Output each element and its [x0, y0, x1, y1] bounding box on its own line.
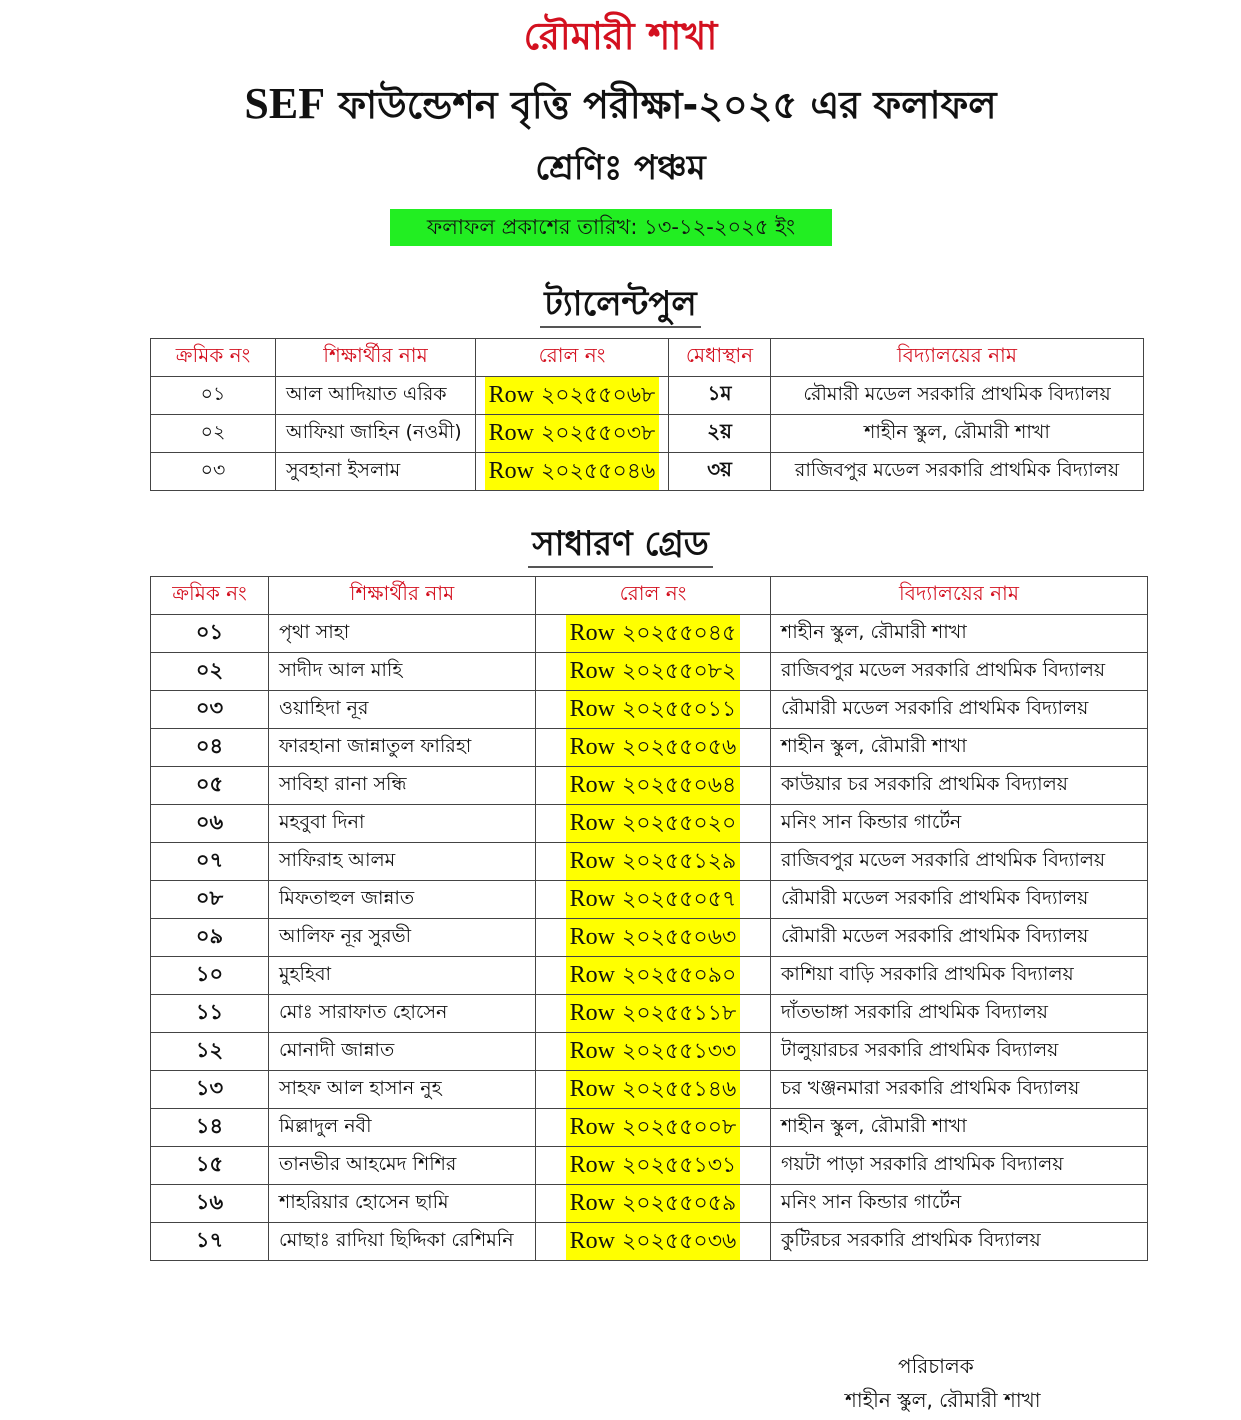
serial-cell: ০১ — [151, 377, 276, 415]
student-name-cell: মিফতাহুল জান্নাত — [269, 881, 536, 919]
school-cell: শাহীন স্কুল, রৌমারী শাখা — [771, 615, 1148, 653]
serial-cell: ০৫ — [151, 767, 269, 805]
general-row — [151, 957, 1148, 995]
school-cell: কাশিয়া বাড়ি সরকারি প্রাথমিক বিদ্যালয় — [771, 957, 1148, 995]
general-row — [151, 919, 1148, 957]
roll-prefix: Row — [569, 924, 615, 950]
roll-highlight — [566, 653, 741, 690]
merit-position: ২য় — [707, 419, 732, 443]
roll-number: ২০২৫৫১৪৬ — [622, 1077, 737, 1102]
school-cell: মনিং সান কিন্ডার গার্টেন — [771, 805, 1148, 843]
serial-cell: ০৩ — [151, 453, 276, 491]
student-name-cell: সাবিহা রানা সন্ধি — [269, 767, 536, 805]
general-heading-wrap — [0, 522, 1241, 568]
roll-prefix: Row — [569, 1152, 615, 1178]
roll-prefix: Row — [569, 772, 615, 798]
col-merit: মেধাস্থান — [669, 339, 771, 377]
talentpool-table — [150, 338, 1144, 491]
serial-cell: ০২ — [151, 415, 276, 453]
roll-prefix: Row — [569, 886, 615, 912]
serial-cell: ১৪ — [151, 1109, 269, 1147]
roll-prefix: Row — [569, 1190, 615, 1216]
roll-cell — [536, 957, 771, 995]
talentpool-row — [151, 377, 1144, 415]
roll-highlight — [566, 767, 741, 804]
roll-cell — [536, 1109, 771, 1147]
general-row — [151, 1185, 1148, 1223]
roll-number: ২০২৫৫১১৮ — [622, 1001, 737, 1026]
roll-highlight — [485, 453, 660, 490]
roll-number: ২০২৫৫১৩১ — [622, 1153, 737, 1178]
roll-cell — [536, 881, 771, 919]
general-row — [151, 995, 1148, 1033]
student-name-cell: তানভীর আহমেদ শিশির — [269, 1147, 536, 1185]
school-cell: রৌমারী মডেল সরকারি প্রাথমিক বিদ্যালয় — [771, 377, 1144, 415]
roll-prefix: Row — [488, 382, 534, 408]
talentpool-heading: ট্যালেন্টপুল — [540, 282, 700, 328]
general-row — [151, 1109, 1148, 1147]
roll-cell — [536, 1223, 771, 1261]
roll-prefix: Row — [569, 962, 615, 988]
roll-highlight — [566, 957, 741, 994]
roll-number: ২০২৫৫০৬৪ — [621, 773, 737, 798]
school-cell: রৌমারী মডেল সরকারি প্রাথমিক বিদ্যালয় — [771, 881, 1148, 919]
roll-highlight — [566, 1223, 741, 1260]
general-row — [151, 691, 1148, 729]
school-cell: মনিং সান কিন্ডার গার্টেন — [771, 1185, 1148, 1223]
serial-cell: ০৬ — [151, 805, 269, 843]
roll-number: ২০২৫৫০৩৮ — [540, 421, 656, 446]
roll-number: ২০২৫৫০৩৬ — [621, 1229, 737, 1254]
col-student-name: শিক্ষার্থীর নাম — [269, 577, 536, 615]
general-row — [151, 805, 1148, 843]
roll-highlight — [566, 1147, 741, 1184]
merit-cell — [669, 377, 771, 415]
roll-number: ২০২৫৫০২০ — [621, 811, 737, 836]
student-name-cell: আফিয়া জাহিন (নওমী) — [276, 415, 476, 453]
roll-prefix: Row — [488, 420, 534, 446]
student-name-cell: মোঃ সারাফাত হোসেন — [269, 995, 536, 1033]
serial-cell: ০৮ — [151, 881, 269, 919]
serial-cell: ১৭ — [151, 1223, 269, 1261]
roll-cell — [536, 1033, 771, 1071]
roll-number: ২০২৫৫০৬৮ — [540, 383, 656, 408]
merit-position: ১ম — [707, 381, 732, 405]
general-row — [151, 881, 1148, 919]
col-school: বিদ্যালয়ের নাম — [771, 577, 1148, 615]
general-row — [151, 615, 1148, 653]
roll-highlight — [566, 691, 741, 728]
roll-prefix: Row — [569, 620, 615, 646]
student-name-cell: আলিফ নূর সুরভী — [269, 919, 536, 957]
title-rest: ফাউন্ডেশন বৃত্তি পরীক্ষা-২০২৫ এর ফলাফল — [338, 83, 997, 127]
roll-highlight — [566, 1071, 741, 1108]
serial-cell: ১১ — [151, 995, 269, 1033]
student-name-cell: সুবহানা ইসলাম — [276, 453, 476, 491]
roll-cell — [536, 653, 771, 691]
col-roll: রোল নং — [536, 577, 771, 615]
school-cell: কুটিরচর সরকারি প্রাথমিক বিদ্যালয় — [771, 1223, 1148, 1261]
roll-number: ২০২৫৫০৯০ — [621, 963, 737, 988]
roll-prefix: Row — [569, 696, 615, 722]
student-name-cell: সাদীদ আল মাহি — [269, 653, 536, 691]
talentpool-heading-wrap — [0, 282, 1241, 328]
signatory-role: পরিচালক — [898, 1354, 974, 1378]
school-cell: রৌমারী মডেল সরকারি প্রাথমিক বিদ্যালয় — [771, 919, 1148, 957]
roll-highlight — [566, 843, 741, 880]
roll-number: ২০২৫৫০৫৯ — [622, 1191, 737, 1216]
publish-date-banner: ফলাফল প্রকাশের তারিখ: ১৩-১২-২০২৫ ইং — [390, 209, 832, 246]
col-roll: রোল নং — [476, 339, 669, 377]
roll-prefix: Row — [569, 848, 615, 874]
talentpool-header-row — [151, 339, 1144, 377]
school-cell: রাজিবপুর মডেল সরকারি প্রাথমিক বিদ্যালয় — [771, 843, 1148, 881]
merit-position: ৩য় — [707, 457, 732, 481]
roll-prefix: Row — [569, 1076, 615, 1102]
roll-number: ২০২৫৫০৪৬ — [540, 459, 656, 484]
student-name-cell: সাফিরাহ আলম — [269, 843, 536, 881]
general-grade-table — [150, 576, 1148, 1261]
general-heading: সাধারণ গ্রেড — [528, 522, 713, 568]
student-name-cell: শাহরিয়ার হোসেন ছামি — [269, 1185, 536, 1223]
serial-cell: ০১ — [151, 615, 269, 653]
roll-highlight — [566, 1185, 741, 1222]
roll-cell — [476, 453, 669, 491]
roll-number: ২০২৫৫০৮২ — [621, 659, 737, 684]
main-title — [0, 74, 1241, 135]
roll-number: ২০২৫৫০০৮ — [621, 1115, 737, 1140]
general-row — [151, 843, 1148, 881]
roll-number: ২০২৫৫০৪৫ — [622, 621, 737, 646]
col-serial: ক্রমিক নং — [151, 339, 276, 377]
school-cell: শাহীন স্কুল, রৌমারী শাখা — [771, 415, 1144, 453]
roll-number: ২০২৫৫০৫৬ — [621, 735, 737, 760]
student-name-cell: আল আদিয়াত এরিক — [276, 377, 476, 415]
roll-prefix: Row — [488, 458, 534, 484]
school-cell: দাঁতভাঙ্গা সরকারি প্রাথমিক বিদ্যালয় — [771, 995, 1148, 1033]
roll-prefix: Row — [569, 658, 615, 684]
roll-highlight — [566, 1109, 741, 1146]
roll-highlight — [566, 805, 741, 842]
roll-highlight — [566, 881, 741, 918]
serial-cell: ১৫ — [151, 1147, 269, 1185]
serial-cell: ১৬ — [151, 1185, 269, 1223]
student-name-cell: মহবুবা দিনা — [269, 805, 536, 843]
general-row — [151, 653, 1148, 691]
roll-number: ২০২৫৫১২৯ — [622, 849, 737, 874]
general-row — [151, 767, 1148, 805]
roll-number: ২০২৫৫০১১ — [622, 697, 737, 722]
school-cell: টালুয়ারচর সরকারি প্রাথমিক বিদ্যালয় — [771, 1033, 1148, 1071]
student-name-cell: পৃথা সাহা — [269, 615, 536, 653]
serial-cell: ০৯ — [151, 919, 269, 957]
general-row — [151, 729, 1148, 767]
roll-highlight — [566, 995, 741, 1032]
talentpool-row — [151, 415, 1144, 453]
student-name-cell: মোছাঃ রাদিয়া ছিদ্দিকা রেশিমনি — [269, 1223, 536, 1261]
student-name-cell: মুহহিবা — [269, 957, 536, 995]
merit-cell — [669, 453, 771, 491]
school-cell: শাহীন স্কুল, রৌমারী শাখা — [771, 1109, 1148, 1147]
roll-cell — [476, 377, 669, 415]
student-name-cell: ফারহানা জান্নাতুল ফারিহা — [269, 729, 536, 767]
roll-cell — [476, 415, 669, 453]
roll-cell — [536, 1071, 771, 1109]
school-cell: রৌমারী মডেল সরকারি প্রাথমিক বিদ্যালয় — [771, 691, 1148, 729]
col-serial: ক্রমিক নং — [151, 577, 269, 615]
roll-number: ২০২৫৫০৬৩ — [621, 925, 737, 950]
roll-cell — [536, 805, 771, 843]
roll-highlight — [566, 729, 741, 766]
roll-prefix: Row — [569, 734, 615, 760]
school-cell: চর খঞ্জনমারা সরকারি প্রাথমিক বিদ্যালয় — [771, 1071, 1148, 1109]
col-student-name: শিক্ষার্থীর নাম — [276, 339, 476, 377]
serial-cell: ১০ — [151, 957, 269, 995]
roll-cell — [536, 729, 771, 767]
branch-title: রৌমারী শাখা — [523, 14, 718, 58]
roll-cell — [536, 615, 771, 653]
general-row — [151, 1033, 1148, 1071]
roll-highlight — [566, 1033, 741, 1070]
serial-cell: ০৩ — [151, 691, 269, 729]
roll-prefix: Row — [569, 810, 615, 836]
school-cell: কাউয়ার চর সরকারি প্রাথমিক বিদ্যালয় — [771, 767, 1148, 805]
class-title: শ্রেণিঃ পঞ্চম — [535, 148, 706, 188]
school-cell: শাহীন স্কুল, রৌমারী শাখা — [771, 729, 1148, 767]
student-name-cell: মিল্লাদুল নবী — [269, 1109, 536, 1147]
serial-cell: ১২ — [151, 1033, 269, 1071]
general-row — [151, 1147, 1148, 1185]
roll-number: ২০২৫৫১৩৩ — [621, 1039, 737, 1064]
roll-prefix: Row — [569, 1000, 616, 1026]
roll-number: ২০২৫৫০৫৭ — [621, 887, 737, 912]
roll-cell — [536, 691, 771, 729]
student-name-cell: মোনাদী জান্নাত — [269, 1033, 536, 1071]
roll-cell — [536, 919, 771, 957]
col-school: বিদ্যালয়ের নাম — [771, 339, 1144, 377]
general-header-row — [151, 577, 1148, 615]
student-name-cell: সাহফ আল হাসান নুহ — [269, 1071, 536, 1109]
student-name-cell: ওয়াহিদা নূর — [269, 691, 536, 729]
school-cell: রাজিবপুর মডেল সরকারি প্রাথমিক বিদ্যালয় — [771, 453, 1144, 491]
roll-cell — [536, 995, 771, 1033]
roll-prefix: Row — [569, 1038, 615, 1064]
roll-cell — [536, 767, 771, 805]
school-cell: রাজিবপুর মডেল সরকারি প্রাথমিক বিদ্যালয় — [771, 653, 1148, 691]
title-sef: SEF — [244, 79, 326, 128]
general-row — [151, 1223, 1148, 1261]
roll-prefix: Row — [569, 1114, 615, 1140]
merit-cell — [669, 415, 771, 453]
signatory-organization: শাহীন স্কুল, রৌমারী শাখা — [845, 1388, 1041, 1412]
roll-highlight — [485, 377, 660, 414]
serial-cell: ০৭ — [151, 843, 269, 881]
serial-cell: ০৪ — [151, 729, 269, 767]
roll-prefix: Row — [569, 1228, 615, 1254]
serial-cell: ১৩ — [151, 1071, 269, 1109]
roll-cell — [536, 1147, 771, 1185]
roll-highlight — [566, 615, 741, 652]
roll-cell — [536, 843, 771, 881]
roll-highlight — [485, 415, 660, 452]
talentpool-row — [151, 453, 1144, 491]
roll-highlight — [566, 919, 741, 956]
school-cell: গয়টা পাড়া সরকারি প্রাথমিক বিদ্যালয় — [771, 1147, 1148, 1185]
roll-cell — [536, 1185, 771, 1223]
general-row — [151, 1071, 1148, 1109]
serial-cell: ০২ — [151, 653, 269, 691]
